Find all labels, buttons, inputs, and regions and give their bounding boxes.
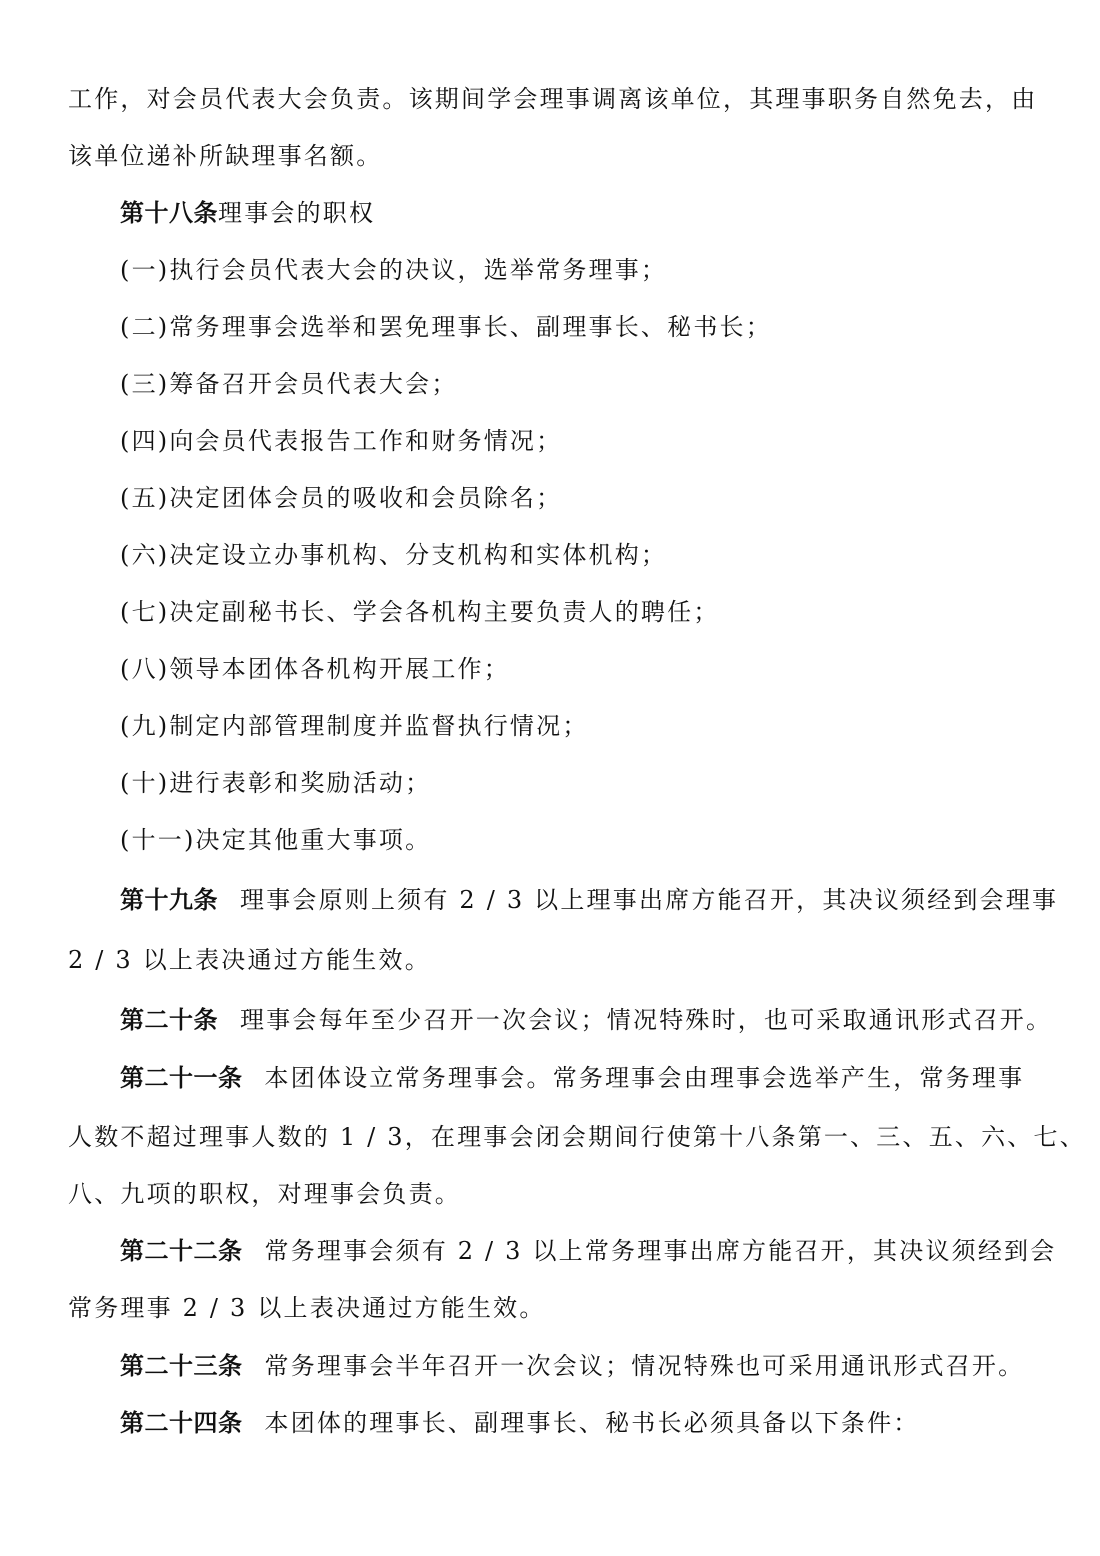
article-text-line: 2 / 3 以上表决通过方能生效。 (68, 946, 431, 974)
paragraph-continuation-line: 该单位递补所缺理事名额。 (68, 142, 383, 170)
article-label: 第二十四条 (120, 1409, 243, 1437)
article-label: 第十九条 (120, 886, 218, 914)
article-23-line (120, 1349, 1024, 1383)
list-item: (十一)决定其他重大事项。 (120, 826, 432, 854)
article-label: 第二十二条 (120, 1237, 243, 1265)
article-18-heading (120, 196, 375, 230)
list-item: (七)决定副秘书长、学会各机构主要负责人的聘任； (120, 598, 720, 626)
list-item: (三)筹备召开会员代表大会； (120, 370, 458, 398)
list-item: (五)决定团体会员的吸收和会员除名； (120, 484, 563, 512)
article-label: 第十八条 (120, 199, 218, 227)
list-item: (六)决定设立办事机构、分支机构和实体机构； (120, 541, 668, 569)
article-text: 理事会原则上须有 2 / 3 以上理事出席方能召开，其决议须经到会理事 (240, 886, 1059, 914)
article-19-line (120, 883, 1058, 917)
article-label: 第二十一条 (120, 1064, 243, 1092)
article-22-line (120, 1234, 1056, 1268)
article-21-line (120, 1061, 1024, 1095)
article-title: 理事会的职权 (218, 199, 376, 227)
article-24-line (120, 1406, 920, 1440)
article-text-line: 八、九项的职权，对理事会负责。 (68, 1180, 461, 1208)
article-text: 常务理事会须有 2 / 3 以上常务理事出席方能召开，其决议须经到会 (264, 1237, 1057, 1265)
article-text: 本团体设立常务理事会。常务理事会由理事会选举产生，常务理事 (264, 1064, 1025, 1092)
article-text: 常务理事会半年召开一次会议；情况特殊也可采用通讯形式召开。 (264, 1352, 1025, 1380)
article-label: 第二十条 (120, 1006, 218, 1034)
article-20-line (120, 1003, 1052, 1037)
list-item: (四)向会员代表报告工作和财务情况； (120, 427, 563, 455)
article-text-line: 人数不超过理事人数的 1 / 3，在理事会闭会期间行使第十八条第一、三、五、六、七、 (68, 1123, 1086, 1151)
paragraph-continuation-line: 工作，对会员代表大会负责。该期间学会理事调离该单位，其理事职务自然免去，由 (68, 85, 1038, 113)
list-item: (一)执行会员代表大会的决议，选举常务理事； (120, 256, 668, 284)
article-label: 第二十三条 (120, 1352, 243, 1380)
article-text: 理事会每年至少召开一次会议；情况特殊时，也可采取通讯形式召开。 (240, 1006, 1053, 1034)
list-item: (八)领导本团体各机构开展工作； (120, 655, 510, 683)
list-item: (二)常务理事会选举和罢免理事长、副理事长、秘书长； (120, 313, 772, 341)
article-text-line: 常务理事 2 / 3 以上表决通过方能生效。 (68, 1294, 546, 1322)
list-item: (九)制定内部管理制度并监督执行情况； (120, 712, 589, 740)
article-text: 本团体的理事长、副理事长、秘书长必须具备以下条件： (264, 1409, 920, 1437)
list-item: (十)进行表彰和奖励活动； (120, 769, 432, 797)
